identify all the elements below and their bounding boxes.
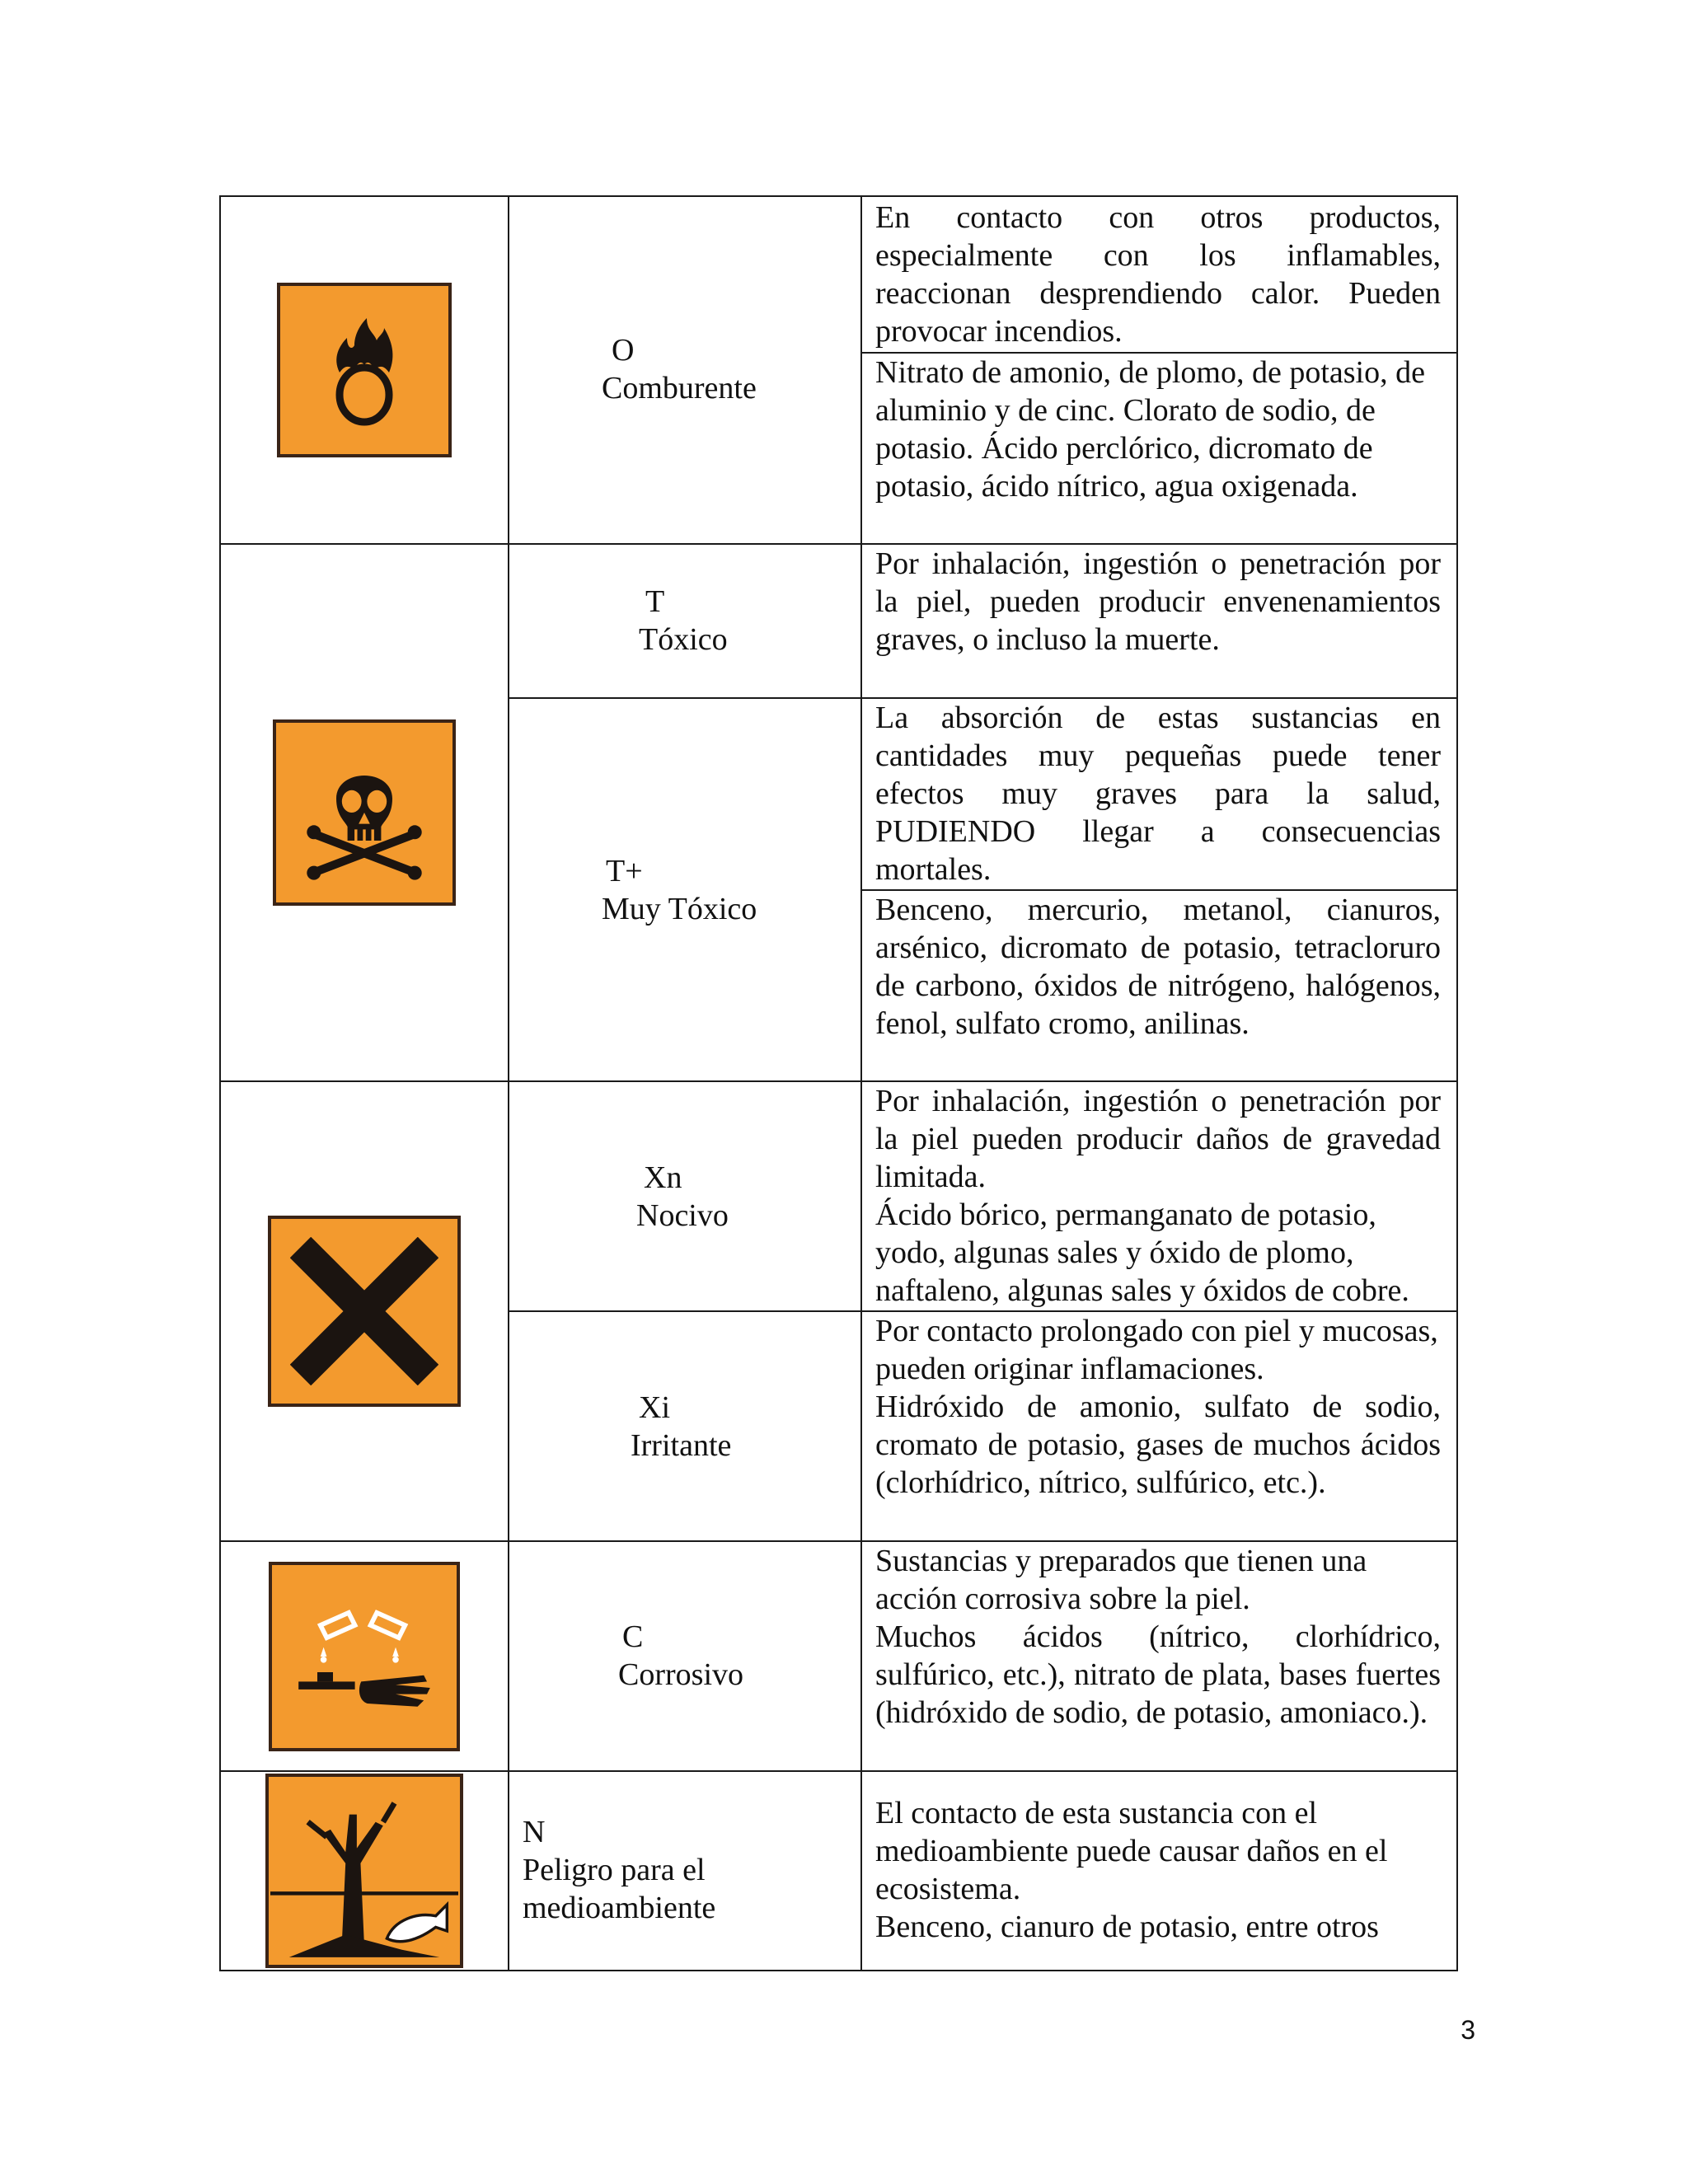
saltire-cross-icon <box>268 1216 461 1407</box>
table-border-right <box>1456 195 1458 1971</box>
hazard-name: Peligro para el medioambiente <box>523 1853 716 1925</box>
flame-over-circle-icon <box>277 283 452 457</box>
description-muy-toxico-examples <box>875 891 1441 1043</box>
description-comburente-effect <box>875 199 1441 350</box>
hazard-name: Irritante <box>631 1428 732 1463</box>
hazard-label-toxico <box>639 583 728 658</box>
row-3-pictogram-cell <box>221 1082 508 1540</box>
table-border-bottom <box>219 1970 1458 1971</box>
description-text: La absorción de estas sustancias en cantidades muy pequeñas puede tener efectos muy graves para la salud, PUDIENDO llegar a consecuencias mortales. <box>875 701 1441 887</box>
hazard-code: Xi <box>639 1390 670 1425</box>
hazard-label-comburente <box>602 331 757 407</box>
hazard-label-medioambiente <box>523 1813 720 1927</box>
hazard-label-nocivo <box>636 1159 729 1235</box>
description-text: Benceno, mercurio, metanol, cianuros, arsénico, dicromato de potasio, tetracloruro de carbono, óxidos de nitrógeno, halógenos, fenol, sulfato cromo, anilinas. <box>875 893 1441 1041</box>
hazard-code: T <box>645 584 665 619</box>
skull-crossbones-icon <box>273 719 456 906</box>
row-4-pictogram-cell <box>221 1542 508 1770</box>
description-text: Sustancias y preparados que tienen una acción corrosiva sobre la piel. <box>875 1544 1367 1616</box>
hazard-name: Corrosivo <box>618 1657 743 1692</box>
description-text: Benceno, cianuro de potasio, entre otros <box>875 1910 1379 1944</box>
description-medioambiente <box>875 1794 1441 1946</box>
row-5-pictogram-cell <box>221 1772 508 1970</box>
description-text: Por inhalación, ingestión o penetración por la piel pueden producir daños de gravedad limitada. <box>875 1084 1441 1194</box>
hazard-code: N <box>523 1815 546 1849</box>
description-text: Muchos ácidos (nítrico, clorhídrico, sulfúrico, etc.), nitrato de plata, bases fuertes (hidróxido de sodio, de potasio, amoniaco.). <box>875 1619 1441 1730</box>
corrosion-icon <box>269 1562 460 1751</box>
row-2-pictogram-cell <box>221 545 508 1080</box>
column-divider-1 <box>508 195 509 1971</box>
hazard-code: T+ <box>606 854 643 888</box>
description-nocivo <box>875 1082 1441 1310</box>
description-toxico <box>875 545 1441 658</box>
hazard-code: Xn <box>644 1160 682 1195</box>
hazard-label-muy-toxico <box>602 852 757 928</box>
page-number: 3 <box>1461 2015 1475 2045</box>
column-divider-2 <box>860 195 862 1971</box>
hazard-code: C <box>622 1619 644 1654</box>
hazard-name: Tóxico <box>639 622 728 657</box>
row-1-pictogram-cell <box>221 197 508 543</box>
description-text: El contacto de esta sustancia con el medioambiente puede causar daños en el ecosistema. <box>875 1796 1388 1906</box>
description-comburente-examples <box>875 354 1441 505</box>
description-text: En contacto con otros productos, especialmente con los inflamables, reaccionan desprendiendo calor. Pueden provocar incendios. <box>875 200 1441 349</box>
hazard-name: Comburente <box>602 371 757 405</box>
hazard-name: Nocivo <box>636 1198 729 1233</box>
description-irritante <box>875 1312 1441 1502</box>
description-text: Hidróxido de amonio, sulfato de sodio, cromato de potasio, gases de muchos ácidos (clorhídrico, nítrico, sulfúrico, etc.). <box>875 1390 1441 1500</box>
hazard-label-corrosivo <box>618 1618 743 1694</box>
description-muy-toxico-effect <box>875 699 1441 888</box>
hazard-code: O <box>612 333 635 368</box>
hazard-name: Muy Tóxico <box>602 892 757 926</box>
description-corrosivo <box>875 1542 1441 1732</box>
environment-dead-tree-fish-icon <box>265 1774 463 1968</box>
description-text: Por contacto prolongado con piel y mucosas, pueden originar inflamaciones. <box>875 1314 1438 1386</box>
description-text: Por inhalación, ingestión o penetración por la piel, pueden producir envenenamientos graves, o incluso la muerte. <box>875 546 1441 657</box>
description-text: Nitrato de amonio, de plomo, de potasio, de aluminio y de cinc. Clorato de sodio, de potasio. Ácido perclórico, dicromato de potasio, ácido nítrico, agua oxigenada. <box>875 355 1425 504</box>
description-text: Ácido bórico, permanganato de potasio, yodo, algunas sales y óxido de plomo, naftaleno, algunas sales y óxidos de cobre. <box>875 1197 1409 1308</box>
hazard-label-irritante <box>631 1389 731 1465</box>
